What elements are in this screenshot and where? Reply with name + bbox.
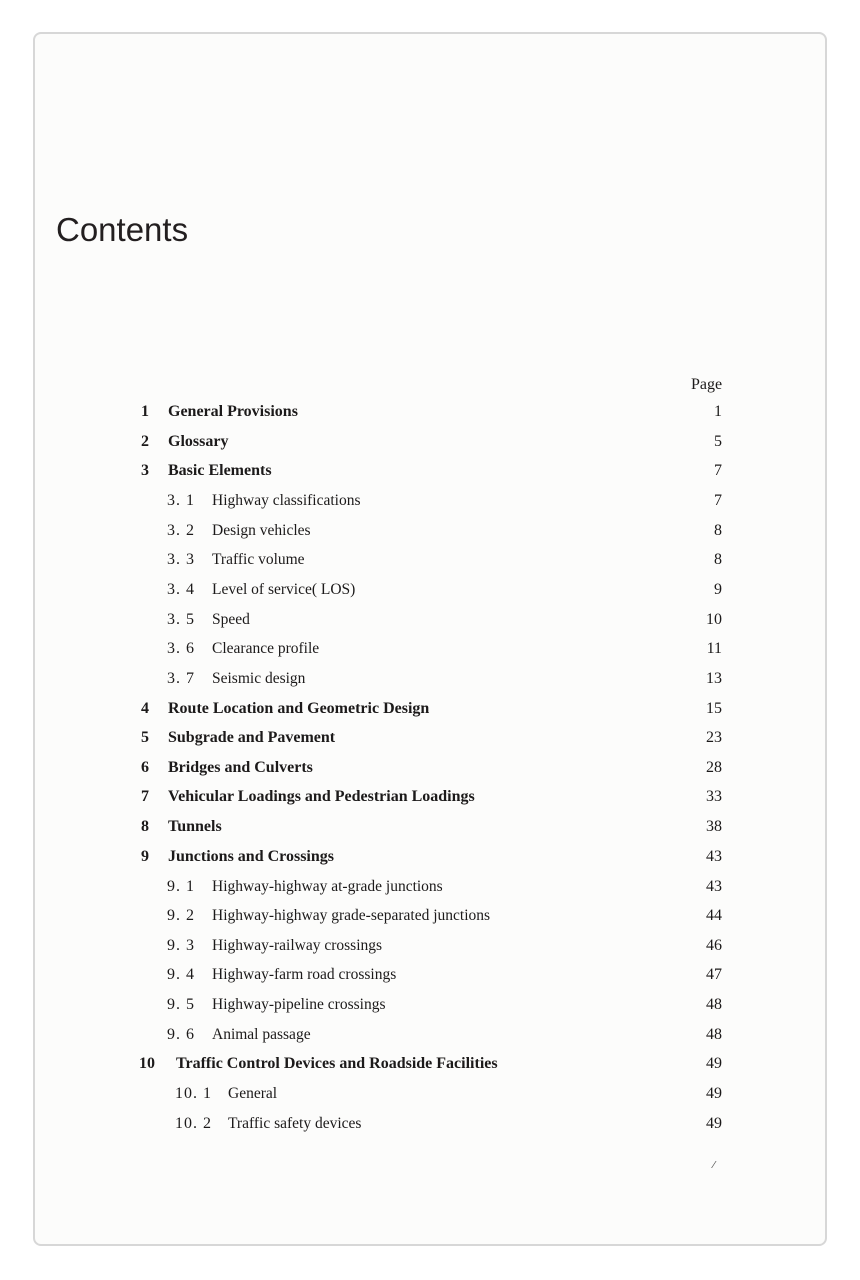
entry-page: 5 xyxy=(714,433,722,450)
toc-entry-chapter[interactable] xyxy=(0,848,860,874)
entry-title: Highway classifications xyxy=(212,492,361,509)
entry-page: 13 xyxy=(706,670,722,687)
entry-number: 9. 6 xyxy=(167,1026,195,1043)
toc-entry-section[interactable] xyxy=(0,996,860,1022)
toc-entry-section[interactable] xyxy=(0,581,860,607)
entry-title: Tunnels xyxy=(168,818,222,835)
entry-number: 3. 5 xyxy=(167,611,195,628)
toc-entry-section[interactable] xyxy=(0,1115,860,1141)
toc-entry-section[interactable] xyxy=(0,522,860,548)
entry-page: 47 xyxy=(706,966,722,983)
entry-title: Traffic volume xyxy=(212,551,305,568)
entry-title: Highway-pipeline crossings xyxy=(212,996,386,1013)
entry-title: Glossary xyxy=(168,433,229,450)
toc-entry-chapter[interactable] xyxy=(0,403,860,429)
entry-page: 10 xyxy=(706,611,722,628)
entry-number: 4 xyxy=(141,700,149,717)
toc-entry-section[interactable] xyxy=(0,611,860,637)
entry-page: 48 xyxy=(706,996,722,1013)
entry-page: 8 xyxy=(714,551,722,568)
entry-title: Speed xyxy=(212,611,250,628)
entry-title: Bridges and Culverts xyxy=(168,759,313,776)
entry-number: 3. 3 xyxy=(167,551,195,568)
entry-page: 23 xyxy=(706,729,722,746)
entry-number: 3. 7 xyxy=(167,670,195,687)
entry-title: Level of service( LOS) xyxy=(212,581,356,598)
entry-number: 10 xyxy=(139,1055,155,1072)
entry-number: 3 xyxy=(141,462,149,479)
entry-page: 49 xyxy=(706,1055,722,1072)
entry-page: 28 xyxy=(706,759,722,776)
entry-page: 46 xyxy=(706,937,722,954)
entry-page: 43 xyxy=(706,878,722,895)
toc-entry-section[interactable] xyxy=(0,878,860,904)
entry-number: 9. 1 xyxy=(167,878,195,895)
toc-entry-chapter[interactable] xyxy=(0,1055,860,1081)
entry-page: 15 xyxy=(706,700,722,717)
page-title: Contents xyxy=(56,211,189,248)
entry-page: 38 xyxy=(706,818,722,835)
entry-number: 9. 4 xyxy=(167,966,195,983)
entry-page: 44 xyxy=(706,907,722,924)
entry-number: 7 xyxy=(141,788,149,805)
entry-number: 9. 2 xyxy=(167,907,195,924)
entry-title: Highway-railway crossings xyxy=(212,937,383,954)
entry-page: 7 xyxy=(714,492,722,509)
toc-entry-chapter[interactable] xyxy=(0,788,860,814)
toc-entry-section[interactable] xyxy=(0,907,860,933)
toc-entry-section[interactable] xyxy=(0,1026,860,1052)
entry-number: 2 xyxy=(141,433,149,450)
toc-entry-section[interactable] xyxy=(0,670,860,696)
entry-title: Traffic Control Devices and Roadside Facilities xyxy=(176,1055,498,1072)
entry-title: Animal passage xyxy=(212,1026,311,1043)
entry-page: 43 xyxy=(706,848,722,865)
entry-page: 49 xyxy=(706,1085,722,1102)
toc-entry-chapter[interactable] xyxy=(0,700,860,726)
entry-title: Clearance profile xyxy=(212,640,320,657)
entry-page: 33 xyxy=(706,788,722,805)
entry-title: Seismic design xyxy=(212,670,306,687)
toc-entry-section[interactable] xyxy=(0,1085,860,1111)
toc-entry-chapter[interactable] xyxy=(0,729,860,755)
toc-entry-section[interactable] xyxy=(0,937,860,963)
toc-entry-section[interactable] xyxy=(0,640,860,666)
page-mark-icon: ⁄ xyxy=(713,1160,715,1171)
entry-title: Basic Elements xyxy=(168,462,272,479)
entry-number: 9. 3 xyxy=(167,937,195,954)
entry-title: Route Location and Geometric Design xyxy=(168,700,430,717)
entry-page: 8 xyxy=(714,522,722,539)
entry-number: 3. 4 xyxy=(167,581,195,598)
entry-title: Vehicular Loadings and Pedestrian Loadings xyxy=(168,788,475,805)
entry-title: Highway-farm road crossings xyxy=(212,966,397,983)
toc-entry-chapter[interactable] xyxy=(0,433,860,459)
entry-page: 1 xyxy=(714,403,722,420)
entry-number: 8 xyxy=(141,818,149,835)
entry-page: 9 xyxy=(714,581,722,598)
entry-number: 6 xyxy=(141,759,149,776)
toc-entry-section[interactable] xyxy=(0,492,860,518)
entry-number: 10. 1 xyxy=(175,1085,212,1102)
entry-title: Design vehicles xyxy=(212,522,311,539)
entry-number: 1 xyxy=(141,403,149,420)
entry-title: Traffic safety devices xyxy=(228,1115,362,1132)
entry-number: 9 xyxy=(141,848,149,865)
toc-entry-chapter[interactable] xyxy=(0,818,860,844)
toc-entry-chapter[interactable] xyxy=(0,462,860,488)
entry-number: 9. 5 xyxy=(167,996,195,1013)
entry-page: 48 xyxy=(706,1026,722,1043)
entry-number: 5 xyxy=(141,729,149,746)
entry-title: Highway-highway at-grade junctions xyxy=(212,878,443,895)
toc-entry-section[interactable] xyxy=(0,966,860,992)
toc-entry-chapter[interactable] xyxy=(0,759,860,785)
entry-number: 3. 1 xyxy=(167,492,195,509)
toc-entry-section[interactable] xyxy=(0,551,860,577)
entry-title: General xyxy=(228,1085,278,1102)
entry-title: Junctions and Crossings xyxy=(168,848,334,865)
entry-page: 7 xyxy=(714,462,722,479)
entry-page: 11 xyxy=(706,640,722,657)
entry-title: Highway-highway grade-separated junctions xyxy=(212,907,491,924)
entry-title: Subgrade and Pavement xyxy=(168,729,336,746)
entry-number: 10. 2 xyxy=(175,1115,212,1132)
entry-number: 3. 6 xyxy=(167,640,195,657)
entry-number: 3. 2 xyxy=(167,522,195,539)
page-column-label: Page xyxy=(691,376,723,393)
entry-title: General Provisions xyxy=(168,403,298,420)
entry-page: 49 xyxy=(706,1115,722,1132)
